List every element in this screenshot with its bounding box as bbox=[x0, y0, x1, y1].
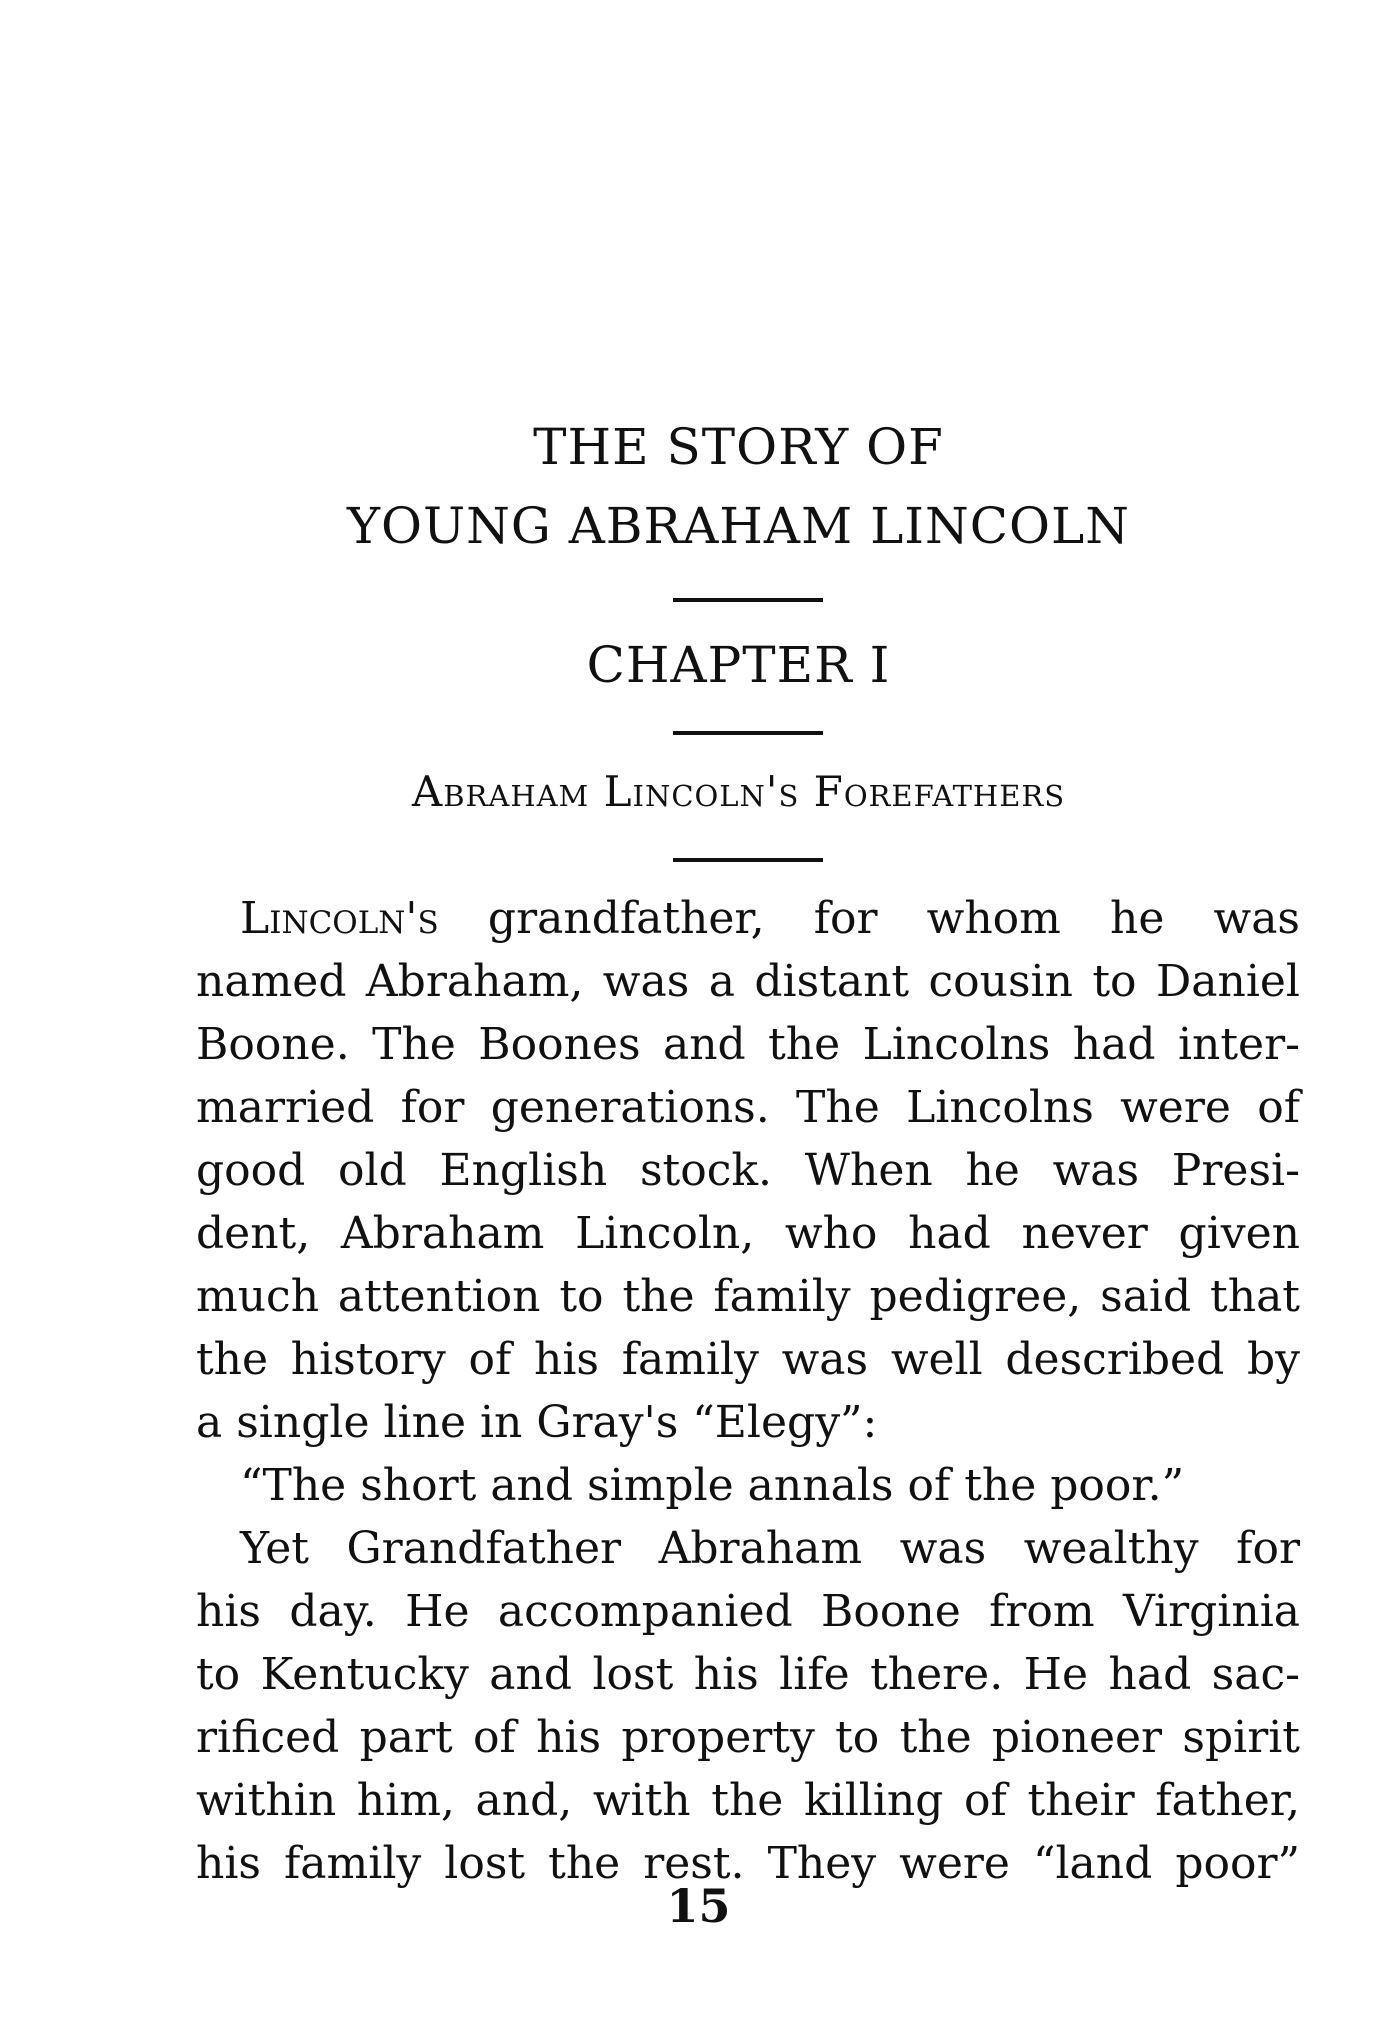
text-line: much attention to the family pedigree, said that bbox=[196, 1271, 1300, 1322]
quote-line: “The short and simple annals of the poor.” bbox=[240, 1460, 1185, 1511]
text-line: a single line in Gray's “Elegy”: bbox=[196, 1397, 878, 1448]
body-text bbox=[196, 887, 1300, 1895]
text-line bbox=[196, 887, 1300, 950]
text-line: Boone. The Boones and the Lincolns had inter- bbox=[196, 1019, 1300, 1070]
text-line: dent, Abraham Lincoln, who had never given bbox=[196, 1208, 1300, 1259]
text-line: Yet Grandfather Abraham was wealthy for bbox=[240, 1523, 1300, 1574]
chapter-heading: CHAPTER I bbox=[586, 636, 891, 694]
paragraph-1 bbox=[196, 887, 1300, 1454]
divider-rule bbox=[673, 731, 823, 735]
lead-word: Lincoln's bbox=[240, 893, 439, 944]
text-line: within him, and, with the killing of their father, bbox=[196, 1775, 1300, 1826]
text-line: good old English stock. When he was Presi- bbox=[196, 1145, 1300, 1196]
paragraph-2 bbox=[196, 1517, 1300, 1895]
text-line: his family lost the rest. They were “land poor” bbox=[196, 1838, 1300, 1889]
divider-rule bbox=[673, 858, 823, 862]
text-line: rificed part of his property to the pioneer spirit bbox=[196, 1712, 1300, 1763]
text-line: named Abraham, was a distant cousin to Daniel bbox=[196, 956, 1300, 1007]
book-title-line-1: THE STORY OF bbox=[533, 418, 944, 476]
page-number: 15 bbox=[666, 1879, 731, 1933]
text-line: to Kentucky and lost his life there. He had sac- bbox=[196, 1649, 1300, 1700]
text-line: married for generations. The Lincolns were of bbox=[196, 1082, 1300, 1133]
text-line: his day. He accompanied Boone from Virginia bbox=[196, 1586, 1300, 1637]
book-title-line-2: YOUNG ABRAHAM LINCOLN bbox=[346, 497, 1131, 555]
divider-rule bbox=[673, 598, 823, 602]
chapter-title: Abraham Lincoln's Forefathers bbox=[411, 767, 1066, 816]
text-line: the history of his family was well described by bbox=[196, 1334, 1300, 1385]
text-line-content: grandfather, for whom he was bbox=[487, 893, 1300, 944]
